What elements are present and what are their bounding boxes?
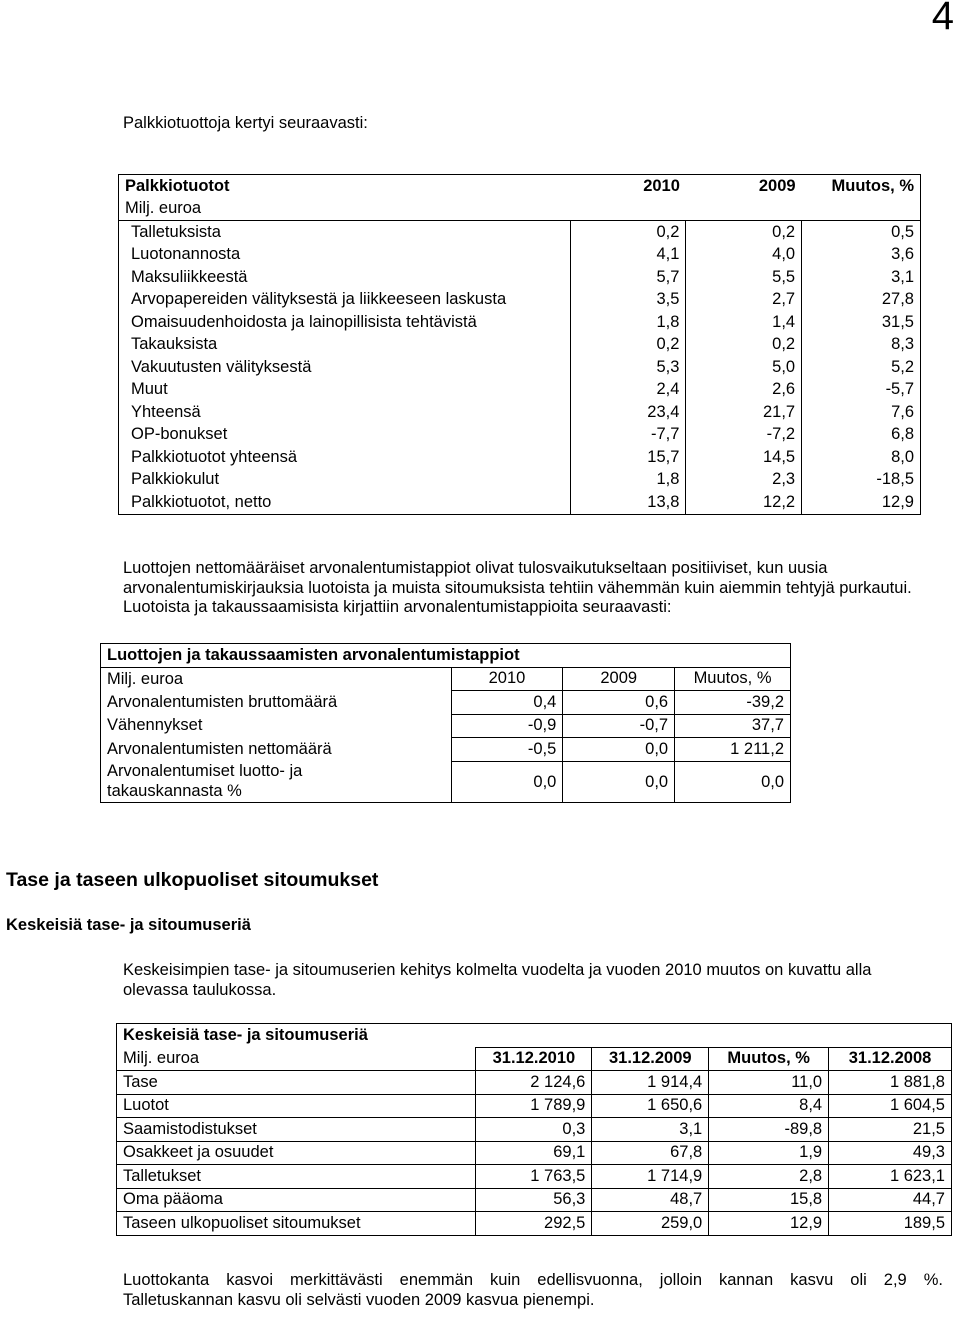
cell-change: 6,8 (802, 424, 921, 447)
row-label: Omaisuudenhoidosta ja lainopillisista tehtävistä (131, 312, 477, 331)
table-row (119, 266, 921, 289)
impairment-table (100, 643, 791, 803)
cell-2010: 0,4 (451, 691, 563, 715)
cell-2010: 292,5 (476, 1212, 592, 1236)
cell-2010: 1 789,9 (476, 1094, 592, 1118)
cell-2008: 49,3 (829, 1141, 952, 1165)
table-row (119, 244, 921, 267)
col-header-2010: 31.12.2010 (476, 1047, 592, 1071)
cell-2009: 0,2 (686, 221, 802, 244)
cell-2010: 1 763,5 (476, 1165, 592, 1189)
cell-2009: 14,5 (686, 446, 802, 469)
table-title-row (101, 644, 791, 668)
cell-change: 11,0 (709, 1071, 829, 1095)
row-label: Luotot (117, 1094, 476, 1118)
cell-2009: 0,0 (563, 738, 675, 762)
row-label: Arvonalentumisten bruttomäärä (107, 692, 338, 711)
closing-line-1: Luottokanta kasvoi merkittävästi enemmän kuin edellisvuonna, jolloin kannan kasvu oli 2,9 %. (123, 1271, 943, 1289)
unit-row (119, 198, 921, 221)
table-row (119, 311, 921, 334)
cell-2010: -0,9 (451, 714, 563, 738)
col-header-2010: 2010 (643, 176, 680, 195)
cell-change: 12,9 (709, 1212, 829, 1236)
cell-change: 0,0 (675, 761, 791, 802)
table-title-row (117, 1024, 952, 1048)
cell-change: 12,9 (802, 491, 921, 514)
unit-label: Milj. euroa (119, 198, 571, 221)
row-label: Maksuliikkeestä (131, 267, 248, 286)
closing-line-2: Talletuskannan kasvu oli selvästi vuoden 2009 kasvua pienempi. (123, 1290, 595, 1309)
cell-2009: 5,5 (686, 266, 802, 289)
cell-2009: 5,0 (686, 356, 802, 379)
row-label-line2: takauskannasta % (107, 782, 242, 800)
cell-change: 3,1 (802, 266, 921, 289)
cell-2009: 67,8 (592, 1141, 709, 1165)
table-title: Luottojen ja takaussaamisten arvonalentumistappiot (101, 644, 791, 668)
table-row (119, 446, 921, 469)
cell-2010: 5,7 (570, 266, 686, 289)
row-label: Arvonalentumisten nettomäärä (107, 739, 332, 758)
balance-table (116, 1023, 952, 1236)
balance-paragraph: Keskeisimpien tase- ja sitoumuserien kehitys kolmelta vuodelta ja vuoden 2010 muutos on kuvattu alla olevassa taulukossa. (123, 961, 872, 999)
cell-change: 8,0 (802, 446, 921, 469)
cell-2010: 0,2 (570, 334, 686, 357)
cell-2010: 0,0 (451, 761, 563, 802)
cell-2009: 2,7 (686, 289, 802, 312)
cell-2009: 259,0 (592, 1212, 709, 1236)
table-title: Palkkiotuotot (125, 176, 230, 195)
table-row (119, 334, 921, 357)
cell-change: 0,5 (802, 221, 921, 244)
cell-change: 31,5 (802, 311, 921, 334)
cell-2008: 1 623,1 (829, 1165, 952, 1189)
unit-label: Milj. euroa (123, 1049, 200, 1067)
cell-change: 27,8 (802, 289, 921, 312)
closing-paragraph (123, 1271, 943, 1310)
table-row (117, 1165, 952, 1189)
row-label: Oma pääoma (117, 1188, 476, 1212)
cell-2010: 5,3 (570, 356, 686, 379)
row-label: Vähennykset (107, 716, 203, 735)
cell-2008: 1 881,8 (829, 1071, 952, 1095)
cell-2010: 1,8 (570, 469, 686, 492)
row-label-line1: Arvonalentumiset luotto- ja (107, 762, 303, 780)
cell-2008: 189,5 (829, 1212, 952, 1236)
row-label: Palkkiotuotot, netto (131, 492, 272, 511)
cell-2009: -0,7 (563, 714, 675, 738)
col-header-2009: 2009 (563, 667, 675, 691)
row-label: Yhteensä (131, 402, 201, 421)
cell-2010: 2,4 (570, 379, 686, 402)
table-row (117, 1141, 952, 1165)
cell-2010: 1,8 (570, 311, 686, 334)
row-label: Luotonannosta (131, 245, 241, 264)
cell-2009: 4,0 (686, 244, 802, 267)
table-header-row (119, 175, 921, 198)
table-row (119, 424, 921, 447)
col-header-2009: 31.12.2009 (592, 1047, 709, 1071)
cell-2010: -7,7 (570, 424, 686, 447)
table-row (119, 401, 921, 424)
cell-2009: 1,4 (686, 311, 802, 334)
cell-2008: 21,5 (829, 1118, 952, 1142)
cell-2009: -7,2 (686, 424, 802, 447)
cell-change: 3,6 (802, 244, 921, 267)
cell-2010: 13,8 (570, 491, 686, 514)
cell-2009: 21,7 (686, 401, 802, 424)
section-heading: Tase ja taseen ulkopuoliset sitoumukset (6, 869, 379, 891)
row-label: Palkkiotuotot yhteensä (131, 447, 298, 466)
cell-change: -5,7 (802, 379, 921, 402)
table-title: Keskeisiä tase- ja sitoumuseriä (123, 1025, 368, 1044)
col-header-change: Muutos, % (709, 1047, 829, 1071)
fee-income-table (118, 174, 921, 515)
cell-change: 8,4 (709, 1094, 829, 1118)
col-header-2008: 31.12.2008 (829, 1047, 952, 1071)
row-label (101, 761, 452, 802)
page-number: 4 (931, 0, 954, 38)
cell-2009: 1 650,6 (592, 1094, 709, 1118)
cell-2010: 56,3 (476, 1188, 592, 1212)
cell-2010: 2 124,6 (476, 1071, 592, 1095)
col-header-2009: 2009 (758, 176, 796, 195)
table-row (101, 761, 791, 802)
table-row (117, 1118, 952, 1142)
cell-2010: 0,2 (570, 221, 686, 244)
row-label: Muut (131, 380, 168, 399)
cell-change: 1 211,2 (675, 738, 791, 762)
row-label: Arvopapereiden välityksestä ja liikkeeseen laskusta (131, 290, 507, 309)
row-label: Osakkeet ja osuudet (117, 1141, 476, 1165)
row-label: Vakuutusten välityksestä (131, 357, 312, 376)
table-row (119, 379, 921, 402)
cell-2010: 0,3 (476, 1118, 592, 1142)
table-row (119, 356, 921, 379)
row-label: Taseen ulkopuoliset sitoumukset (117, 1212, 476, 1236)
table-row (101, 691, 791, 715)
row-label: OP-bonukset (131, 425, 228, 444)
impairment-paragraph: Luottojen nettomääräiset arvonalentumistappiot olivat tulosvaikutukseltaan positiiviset, kun uusia arvonalentumiskirjauksia luotoista ja muista sitoumuksista tehtiin vähemmän kuin aiemmin tehtyjä purkautui. Luotoista ja takaussaamisista kirjattiin arvonalentumistappioita seuraavasti: (123, 559, 912, 616)
cell-2009: 1 714,9 (592, 1165, 709, 1189)
cell-change: 37,7 (675, 714, 791, 738)
row-label: Talletukset (117, 1165, 476, 1189)
cell-2010: -0,5 (451, 738, 563, 762)
cell-change: 7,6 (802, 401, 921, 424)
col-header-change: Muutos, % (675, 667, 791, 691)
cell-2010: 4,1 (570, 244, 686, 267)
cell-2009: 2,6 (686, 379, 802, 402)
cell-2009: 2,3 (686, 469, 802, 492)
cell-2008: 1 604,5 (829, 1094, 952, 1118)
cell-2009: 0,6 (563, 691, 675, 715)
table-row (117, 1071, 952, 1095)
table-row (101, 738, 791, 762)
col-header-change: Muutos, % (831, 176, 914, 195)
cell-2010: 3,5 (570, 289, 686, 312)
table-row (119, 289, 921, 312)
cell-change: -39,2 (675, 691, 791, 715)
row-label: Palkkiokulut (131, 470, 220, 489)
table-row (117, 1094, 952, 1118)
cell-2010: 15,7 (570, 446, 686, 469)
cell-2009: 0,0 (563, 761, 675, 802)
table-row (101, 714, 791, 738)
table-row (119, 469, 921, 492)
cell-2009: 1 914,4 (592, 1071, 709, 1095)
cell-change: 15,8 (709, 1188, 829, 1212)
row-label: Saamistodistukset (117, 1118, 476, 1142)
cell-2010: 23,4 (570, 401, 686, 424)
col-header-2010: 2010 (451, 667, 563, 691)
cell-change: 1,9 (709, 1141, 829, 1165)
unit-label: Milj. euroa (107, 669, 184, 688)
cell-2009: 12,2 (686, 491, 802, 514)
cell-2009: 0,2 (686, 334, 802, 357)
table-row (119, 491, 921, 514)
intro-text: Palkkiotuottoja kertyi seuraavasti: (123, 114, 368, 132)
row-label: Talletuksista (131, 222, 221, 241)
row-label: Tase (117, 1071, 476, 1095)
cell-change: -18,5 (802, 469, 921, 492)
cell-2009: 3,1 (592, 1118, 709, 1142)
cell-2009: 48,7 (592, 1188, 709, 1212)
table-row (117, 1188, 952, 1212)
cell-change: 5,2 (802, 356, 921, 379)
cell-change: 8,3 (802, 334, 921, 357)
table-header-row (101, 667, 791, 691)
row-label: Takauksista (131, 335, 218, 354)
cell-2010: 69,1 (476, 1141, 592, 1165)
cell-2008: 44,7 (829, 1188, 952, 1212)
cell-change: 2,8 (709, 1165, 829, 1189)
table-header-row (117, 1047, 952, 1071)
table-row (119, 221, 921, 244)
cell-change: -89,8 (709, 1118, 829, 1142)
table-row (117, 1212, 952, 1236)
subsection-heading: Keskeisiä tase- ja sitoumuseriä (6, 916, 251, 934)
